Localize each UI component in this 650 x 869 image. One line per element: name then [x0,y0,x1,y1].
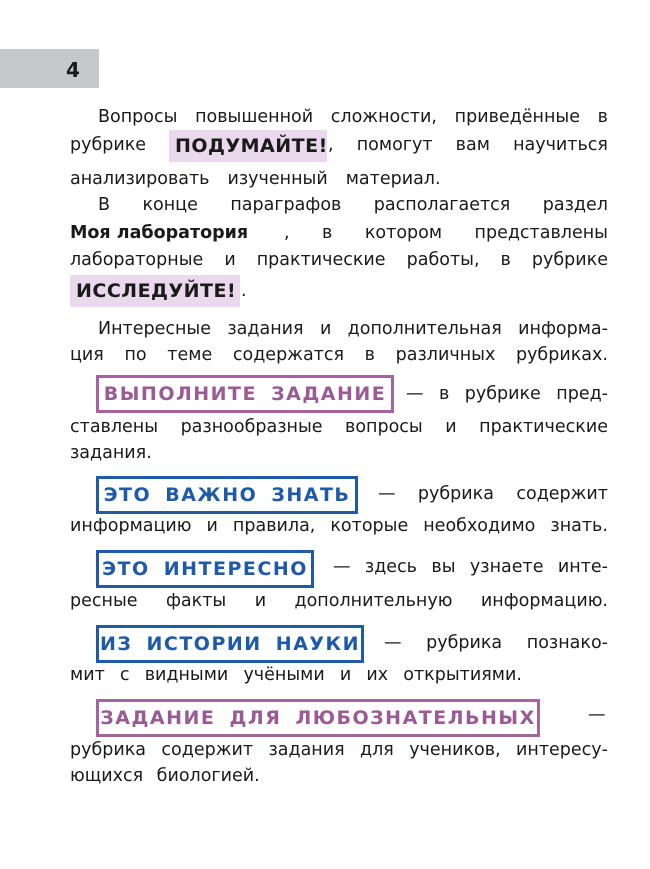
word: ставлены [70,417,159,437]
word: котором [364,223,443,243]
page-number: 4 [66,58,80,82]
word: содержатся [232,345,345,365]
word: в [597,107,608,127]
word: информацию. [480,591,608,611]
word: сложности, [330,107,437,127]
word: информацию [70,516,192,536]
word: различных [395,345,496,365]
word: ющихся биологией. [70,766,260,786]
para1-line2-end [328,132,608,158]
word: знать. [550,516,608,536]
para2-line1 [98,192,608,218]
word: — [384,633,402,653]
word: ресные [70,591,138,611]
rubric5-line3 [70,763,608,789]
para2-line3 [70,247,608,273]
word: и [224,250,236,270]
word: рубрика [70,740,147,760]
para2-line2-end [284,220,608,246]
word: открытиями. [403,665,522,685]
para2-tail: . [241,281,247,301]
rubric3-line2 [70,588,608,614]
para3-line2 [70,342,608,368]
word: в [438,384,450,404]
word: в [364,345,375,365]
rubric3-line1 [333,554,608,580]
word: , [284,223,290,243]
word: представлены [474,223,608,243]
word: инте- [557,557,608,577]
word: и [206,516,218,536]
word: видными [144,665,229,685]
word: параграфов [230,195,342,215]
rubric-eto-vazhno-znat: ЭТО ВАЖНО ЗНАТЬ [96,476,358,514]
word: научиться [513,135,608,155]
word: помогут [356,135,433,155]
word: — [406,384,424,404]
word: факты [165,591,227,611]
para3-line1 [98,316,608,342]
word: рубриках. [515,345,608,365]
word: конце [142,195,198,215]
word: рубрике [70,135,147,155]
word: повышенной [195,107,314,127]
word: и [319,319,332,339]
word: задания [227,319,304,339]
word: анализировать [70,169,210,189]
word: материал. [345,169,441,189]
word: правила, [232,516,316,536]
rubric4-line2 [70,662,522,688]
page-number-tab [0,49,99,88]
rubric-issleduite-badge: ИССЛЕДУЙТЕ! [70,275,240,307]
rubric5-line2 [70,737,608,763]
word: узнаете [469,557,544,577]
word: Вопросы [98,107,178,127]
word: раздел [542,195,608,215]
rubric-podumaite-badge: ПОДУМАЙТЕ! [169,130,327,162]
word: располагается [373,195,511,215]
word: информа- [518,319,608,339]
word: необходимо [423,516,536,536]
word: — [378,484,396,504]
para1-line3 [70,166,608,192]
word: приведённые [454,107,580,127]
rubric2-line2 [70,513,608,539]
rubric4-line1 [384,630,608,656]
rubric-iz-istorii-nauki: ИЗ ИСТОРИИ НАУКИ [96,625,364,663]
rubric-eto-interesno: ЭТО ИНТЕРЕСНО [96,550,314,588]
word: здесь [364,557,417,577]
word: практические [479,417,608,437]
word: задания. [70,443,152,463]
word: познако- [526,633,608,653]
word: пред- [556,384,608,404]
word: для [360,740,394,760]
word: учеников, [409,740,501,760]
word: содержит [161,740,254,760]
word: практические [256,250,386,270]
word: содержит [516,484,608,504]
word: ция [70,345,104,365]
rubric1-line1 [406,381,608,407]
word: дополнительная [347,319,502,339]
word: рубрика [426,633,503,653]
word: и [254,591,267,611]
rubric2-line1 [378,481,608,507]
word: в [500,250,511,270]
word: и [445,417,457,437]
word: лабораторные [70,250,204,270]
word: рубрика [417,484,494,504]
word: в [322,223,333,243]
word: изученный [227,169,328,189]
rubric-zadanie-dlya-lyuboznatelnyh: ЗАДАНИЕ ДЛЯ ЛЮБОЗНАТЕЛЬНЫХ [96,699,540,737]
word: интересу- [516,740,608,760]
word: В [98,195,111,215]
para1-line1 [98,104,608,130]
word: работы, [406,250,480,270]
word: дополнительную [294,591,453,611]
word: их [366,665,389,685]
word: вы [431,557,456,577]
word: рубрике [531,250,608,270]
word: которые [330,516,409,536]
rubric5-dash: — [588,705,606,725]
para1-line2-start [70,132,160,158]
rubric-vypolnite-zadanie: ВЫПОЛНИТЕ ЗАДАНИЕ [96,375,394,413]
word: задания [268,740,345,760]
word: вам [455,135,490,155]
word: Интересные [98,319,212,339]
section-name-my-lab: Моя лаборатория [70,223,249,243]
word: по [124,345,147,365]
word: учёными [243,665,325,685]
word: мит [70,665,105,685]
word: и [339,665,352,685]
word: рубрике [464,384,541,404]
word: теме [167,345,213,365]
word: разнообразные [180,417,323,437]
rubric1-line3 [70,440,608,466]
word: вопросы [345,417,423,437]
rubric1-line2 [70,414,608,440]
word: — [333,557,351,577]
word: с [119,665,130,685]
para2-line2-start [70,220,285,246]
word: , [328,135,334,155]
